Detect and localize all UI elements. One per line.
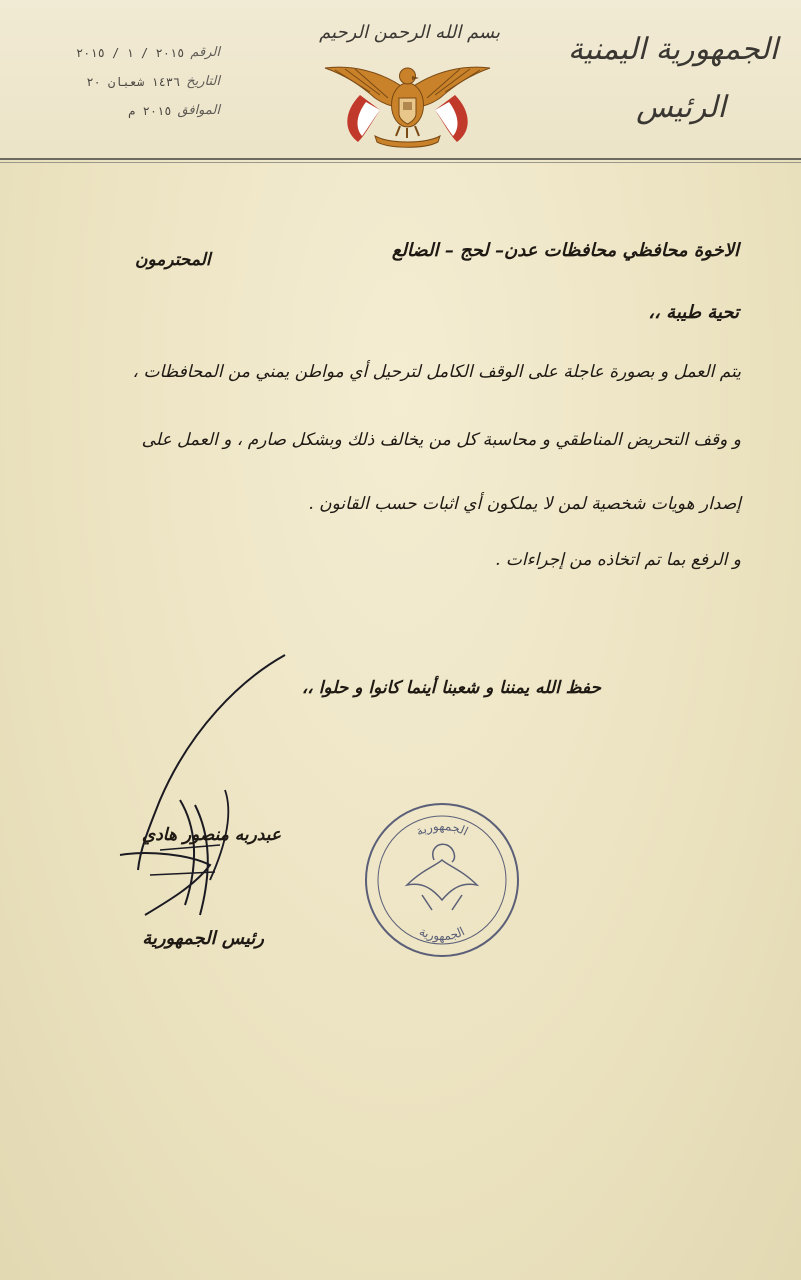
meta-date-row: [8, 67, 220, 96]
meta-gregorian-row: [8, 96, 220, 125]
body-paragraph: إصدار هويات شخصية لمن لا يملكون أي اثبات حسب القانون .: [308, 494, 741, 514]
seal-eagle-icon: [407, 860, 477, 900]
seal-bottom-text: الجمهورية: [417, 924, 467, 944]
letterhead-divider: [0, 158, 801, 160]
meta-number-row: [8, 38, 220, 67]
signatory-name: عبدربه منصور هادي: [141, 825, 281, 845]
meta-label: الموافق: [177, 103, 220, 118]
body-paragraph: يتم العمل و بصورة عاجلة على الوقف الكامل لترحيل أي مواطن يمني من المحافظات ،: [132, 362, 741, 382]
reference-meta: [8, 38, 220, 125]
honorific: المحترمون: [135, 250, 211, 270]
republic-title: الجمهورية اليمنية: [567, 32, 779, 67]
signatory-title: رئيس الجمهورية: [142, 928, 264, 949]
greeting: تحية طيبة ،،: [648, 302, 739, 323]
eagle-emblem-icon: [320, 50, 495, 150]
meta-value: ٢٠١٥ / ١ / ٢٠١٥: [75, 45, 185, 60]
meta-value: ١٤٣٦ شعبان ٢٠: [86, 74, 181, 89]
handwritten-signature: [100, 650, 300, 930]
presidency-subtitle: الرئيس: [636, 90, 726, 125]
basmala: بسم الله الرحمن الرحيم: [319, 22, 500, 43]
addressee-line: الاخوة محافظي محافظات عدن– لحج – الضالع: [391, 240, 739, 261]
body-paragraph: و وقف التحريض المناطقي و محاسبة كل من يخالف ذلك وبشكل صارم ، و العمل على: [141, 430, 741, 450]
body-paragraph: و الرفع بما تم اتخاذه من إجراءات .: [495, 550, 741, 570]
meta-label: التاريخ: [186, 74, 220, 89]
seal-top-text: الجمهورية: [413, 818, 471, 839]
meta-value: ٢٠١٥ م: [128, 103, 172, 118]
svg-text:الجمهورية: [414, 819, 471, 839]
svg-text:الجمهورية: [417, 924, 467, 943]
letterhead-divider-thin: [0, 162, 801, 163]
meta-label: الرقم: [190, 45, 220, 60]
presidential-seal: [362, 800, 522, 960]
closing-line: حفظ الله يمننا و شعبنا أينما كانوا و حلوا ،،: [301, 678, 601, 698]
